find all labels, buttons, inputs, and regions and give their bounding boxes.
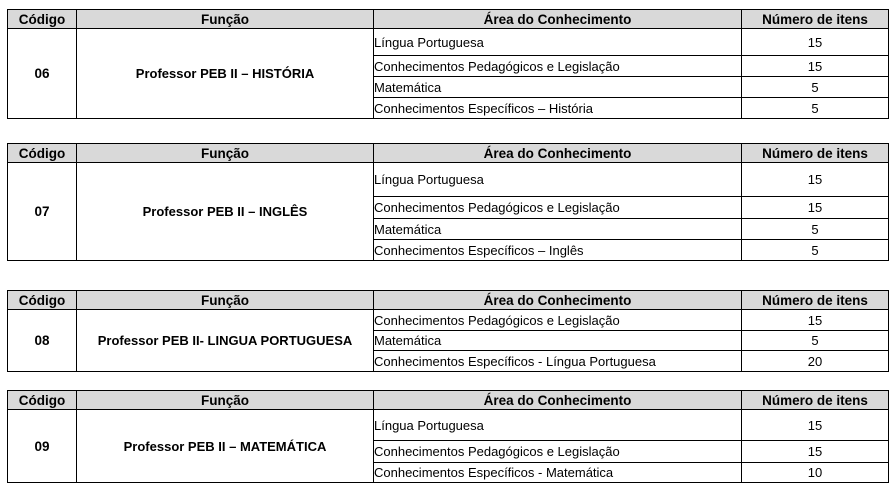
itens-cell: 10 bbox=[742, 463, 889, 483]
area-cell: Conhecimentos Pedagógicos e Legislação bbox=[374, 310, 742, 331]
codigo-cell: 09 bbox=[8, 410, 77, 483]
codigo-cell: 07 bbox=[8, 163, 77, 261]
area-cell: Conhecimentos Específicos - Matemática bbox=[374, 463, 742, 483]
area-cell: Conhecimentos Específicos – História bbox=[374, 98, 742, 119]
header-numero-itens: Número de itens bbox=[742, 391, 889, 410]
header-numero-itens: Número de itens bbox=[742, 10, 889, 29]
funcao-cell: Professor PEB II- LINGUA PORTUGUESA bbox=[77, 310, 374, 372]
itens-cell: 15 bbox=[742, 410, 889, 441]
itens-cell: 5 bbox=[742, 240, 889, 261]
header-codigo: Código bbox=[8, 144, 77, 163]
area-cell: Matemática bbox=[374, 331, 742, 351]
header-funcao: Função bbox=[77, 291, 374, 310]
itens-cell: 15 bbox=[742, 29, 889, 56]
codigo-cell: 06 bbox=[8, 29, 77, 119]
header-codigo: Código bbox=[8, 291, 77, 310]
table-row bbox=[8, 163, 889, 197]
itens-cell: 15 bbox=[742, 197, 889, 219]
table-row bbox=[8, 29, 889, 56]
header-row bbox=[8, 291, 889, 310]
header-funcao: Função bbox=[77, 391, 374, 410]
header-row bbox=[8, 144, 889, 163]
table-codigo-09 bbox=[7, 390, 889, 483]
header-area: Área do Conhecimento bbox=[374, 144, 742, 163]
table-row bbox=[8, 410, 889, 441]
itens-cell: 5 bbox=[742, 98, 889, 119]
header-codigo: Código bbox=[8, 10, 77, 29]
area-cell: Língua Portuguesa bbox=[374, 29, 742, 56]
area-cell: Conhecimentos Específicos – Inglês bbox=[374, 240, 742, 261]
area-cell: Matemática bbox=[374, 219, 742, 240]
area-cell: Conhecimentos Pedagógicos e Legislação bbox=[374, 441, 742, 463]
table-row bbox=[8, 310, 889, 331]
area-cell: Língua Portuguesa bbox=[374, 163, 742, 197]
itens-cell: 15 bbox=[742, 56, 889, 77]
table-codigo-08 bbox=[7, 290, 889, 372]
codigo-cell: 08 bbox=[8, 310, 77, 372]
itens-cell: 5 bbox=[742, 77, 889, 98]
funcao-cell: Professor PEB II – MATEMÁTICA bbox=[77, 410, 374, 483]
area-cell: Conhecimentos Específicos - Língua Portuguesa bbox=[374, 351, 742, 372]
header-area: Área do Conhecimento bbox=[374, 391, 742, 410]
itens-cell: 15 bbox=[742, 163, 889, 197]
header-funcao: Função bbox=[77, 144, 374, 163]
area-cell: Língua Portuguesa bbox=[374, 410, 742, 441]
itens-cell: 15 bbox=[742, 310, 889, 331]
header-numero-itens: Número de itens bbox=[742, 291, 889, 310]
funcao-cell: Professor PEB II – HISTÓRIA bbox=[77, 29, 374, 119]
header-funcao: Função bbox=[77, 10, 374, 29]
header-numero-itens: Número de itens bbox=[742, 144, 889, 163]
table-codigo-06 bbox=[7, 9, 889, 119]
header-row bbox=[8, 391, 889, 410]
itens-cell: 15 bbox=[742, 441, 889, 463]
header-row bbox=[8, 10, 889, 29]
funcao-cell: Professor PEB II – INGLÊS bbox=[77, 163, 374, 261]
area-cell: Matemática bbox=[374, 77, 742, 98]
header-area: Área do Conhecimento bbox=[374, 291, 742, 310]
area-cell: Conhecimentos Pedagógicos e Legislação bbox=[374, 197, 742, 219]
header-codigo: Código bbox=[8, 391, 77, 410]
area-cell: Conhecimentos Pedagógicos e Legislação bbox=[374, 56, 742, 77]
table-codigo-07 bbox=[7, 143, 889, 261]
itens-cell: 20 bbox=[742, 351, 889, 372]
itens-cell: 5 bbox=[742, 219, 889, 240]
itens-cell: 5 bbox=[742, 331, 889, 351]
header-area: Área do Conhecimento bbox=[374, 10, 742, 29]
